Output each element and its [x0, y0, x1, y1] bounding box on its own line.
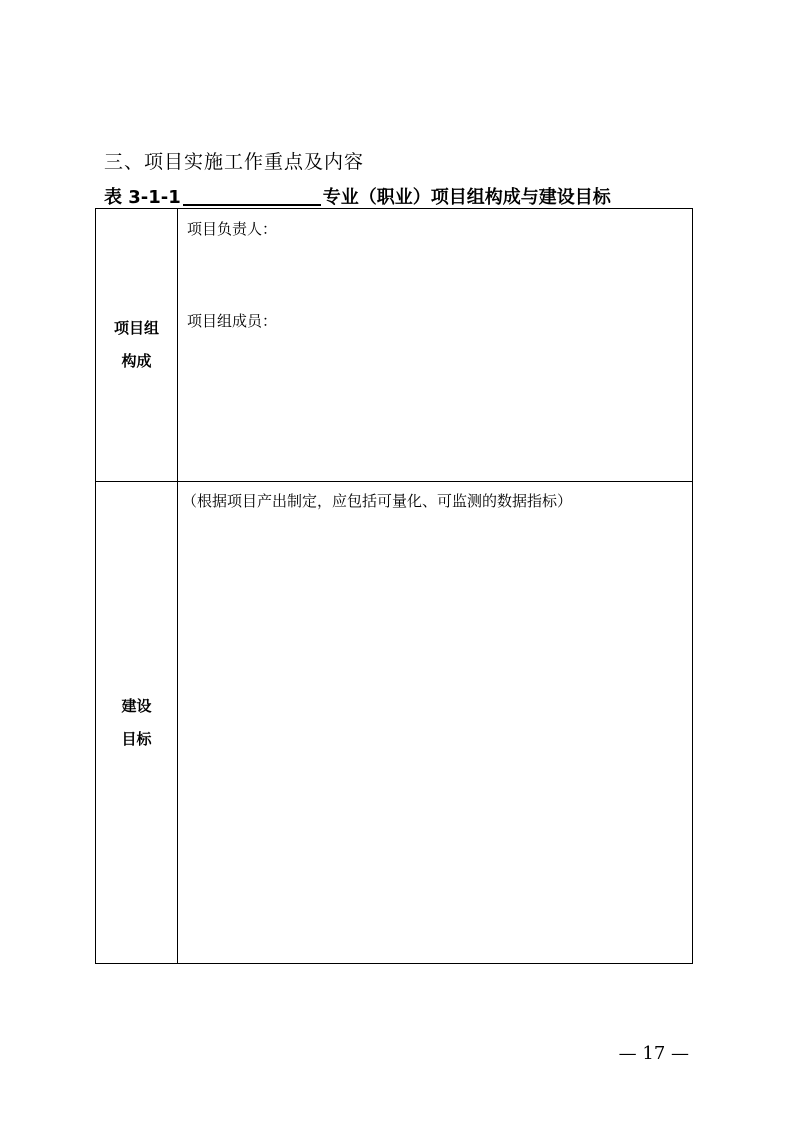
construction-goal-field[interactable]	[178, 482, 692, 963]
table-caption-number: 表 3-1-1	[104, 187, 181, 208]
table-caption	[104, 183, 611, 209]
construction-goal-row	[96, 482, 692, 963]
section-heading: 三、项目实施工作重点及内容	[104, 151, 365, 173]
team-label-line2: 构成	[121, 352, 152, 370]
project-leader-label: 项目负责人：	[187, 220, 278, 238]
goal-label-line1: 建设	[121, 696, 152, 715]
page-number: — 17 —	[618, 1043, 689, 1064]
team-label-line1: 项目组	[113, 319, 159, 337]
project-members-label: 项目组成员：	[187, 312, 278, 330]
team-composition-row	[96, 209, 692, 482]
team-composition-label	[96, 209, 178, 481]
team-composition-field[interactable]	[178, 209, 692, 481]
construction-goal-label	[96, 482, 178, 963]
goal-label-line2: 目标	[121, 729, 152, 748]
caption-blank-underline	[183, 186, 321, 206]
project-form-table	[95, 208, 693, 964]
table-caption-title: 专业（职业）项目组构成与建设目标	[322, 187, 611, 208]
goal-hint-text: （根据项目产出制定，应包括可量化、可监测的数据指标）	[182, 492, 573, 510]
